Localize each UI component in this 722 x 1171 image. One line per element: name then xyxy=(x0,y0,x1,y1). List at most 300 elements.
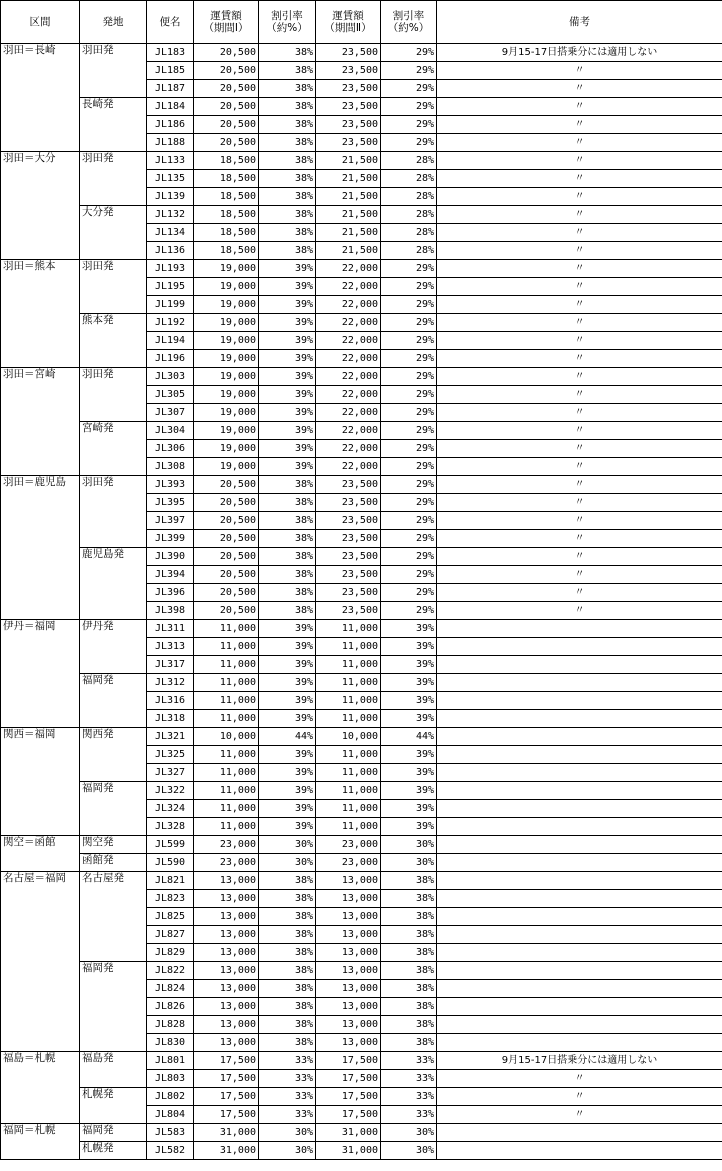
remark-cell xyxy=(437,692,722,710)
discount-period1-cell: 39% xyxy=(259,800,316,818)
discount-period2-cell: 30% xyxy=(381,854,437,872)
remark-cell: 〃 xyxy=(437,440,722,458)
discount-period2-cell: 39% xyxy=(381,764,437,782)
route-cell: 羽田＝鹿児島 xyxy=(1,476,80,620)
flight-number-cell: JL307 xyxy=(147,404,194,422)
discount-period1-cell: 39% xyxy=(259,656,316,674)
fare-period1-cell: 18,500 xyxy=(194,152,259,170)
flight-number-cell: JL398 xyxy=(147,602,194,620)
fare-period1-cell: 13,000 xyxy=(194,890,259,908)
discount-period1-cell: 39% xyxy=(259,620,316,638)
fare-period1-cell: 20,500 xyxy=(194,44,259,62)
fare-period1-cell: 20,500 xyxy=(194,80,259,98)
fare-period1-cell: 20,500 xyxy=(194,548,259,566)
discount-period2-cell: 29% xyxy=(381,458,437,476)
flight-number-cell: JL804 xyxy=(147,1106,194,1124)
fare-period2-cell: 17,500 xyxy=(316,1106,381,1124)
table-row xyxy=(1,872,722,890)
remark-cell xyxy=(437,656,722,674)
remark-cell xyxy=(437,728,722,746)
table-row xyxy=(1,1142,722,1160)
header-flight: 便名 xyxy=(147,1,194,44)
remark-cell: 〃 xyxy=(437,332,722,350)
discount-period1-cell: 39% xyxy=(259,458,316,476)
discount-period2-cell: 39% xyxy=(381,620,437,638)
discount-period2-cell: 28% xyxy=(381,224,437,242)
discount-period1-cell: 39% xyxy=(259,440,316,458)
remark-cell xyxy=(437,926,722,944)
discount-period1-cell: 38% xyxy=(259,1016,316,1034)
remark-cell xyxy=(437,674,722,692)
fare-period2-cell: 11,000 xyxy=(316,638,381,656)
fare-period2-cell: 22,000 xyxy=(316,278,381,296)
flight-number-cell: JL395 xyxy=(147,494,194,512)
fare-period1-cell: 11,000 xyxy=(194,692,259,710)
fare-period1-cell: 13,000 xyxy=(194,1016,259,1034)
remark-cell xyxy=(437,782,722,800)
fare-period1-cell: 13,000 xyxy=(194,1034,259,1052)
fare-period1-cell: 17,500 xyxy=(194,1052,259,1070)
discount-period2-cell: 28% xyxy=(381,242,437,260)
discount-period2-cell: 39% xyxy=(381,782,437,800)
remark-cell: 〃 xyxy=(437,98,722,116)
fare-period2-cell: 23,500 xyxy=(316,602,381,620)
discount-period2-cell: 29% xyxy=(381,296,437,314)
discount-period2-cell: 29% xyxy=(381,44,437,62)
fare-period1-cell: 11,000 xyxy=(194,710,259,728)
remark-cell: 〃 xyxy=(437,566,722,584)
discount-period1-cell: 30% xyxy=(259,1142,316,1160)
fare-period1-cell: 19,000 xyxy=(194,278,259,296)
fare-period2-cell: 21,500 xyxy=(316,242,381,260)
fare-period1-cell: 11,000 xyxy=(194,620,259,638)
fare-period1-cell: 18,500 xyxy=(194,224,259,242)
fare-period1-cell: 17,500 xyxy=(194,1070,259,1088)
discount-period1-cell: 39% xyxy=(259,746,316,764)
fare-period2-cell: 13,000 xyxy=(316,998,381,1016)
fare-period2-cell: 23,500 xyxy=(316,548,381,566)
remark-cell: 〃 xyxy=(437,368,722,386)
fare-period2-cell: 23,500 xyxy=(316,44,381,62)
remark-cell: 9月15-17日搭乗分には適用しない xyxy=(437,1052,722,1070)
fare-period2-cell: 11,000 xyxy=(316,710,381,728)
fare-period1-cell: 23,000 xyxy=(194,854,259,872)
discount-period1-cell: 39% xyxy=(259,404,316,422)
remark-cell xyxy=(437,908,722,926)
route-cell: 羽田＝熊本 xyxy=(1,260,80,368)
origin-cell: 羽田発 xyxy=(80,152,147,206)
remark-cell xyxy=(437,746,722,764)
flight-number-cell: JL136 xyxy=(147,242,194,260)
header-origin: 発地 xyxy=(80,1,147,44)
fare-period1-cell: 13,000 xyxy=(194,926,259,944)
remark-cell: 〃 xyxy=(437,1106,722,1124)
discount-period1-cell: 39% xyxy=(259,350,316,368)
remark-cell: 9月15-17日搭乗分には適用しない xyxy=(437,44,722,62)
fare-period2-cell: 11,000 xyxy=(316,818,381,836)
flight-number-cell: JL396 xyxy=(147,584,194,602)
flight-number-cell: JL399 xyxy=(147,530,194,548)
fare-period2-cell: 21,500 xyxy=(316,152,381,170)
remark-cell xyxy=(437,1124,722,1142)
discount-period2-cell: 38% xyxy=(381,926,437,944)
discount-period1-cell: 39% xyxy=(259,314,316,332)
flight-number-cell: JL135 xyxy=(147,170,194,188)
discount-period1-cell: 38% xyxy=(259,530,316,548)
remark-cell: 〃 xyxy=(437,62,722,80)
discount-period2-cell: 39% xyxy=(381,638,437,656)
fare-period1-cell: 20,500 xyxy=(194,512,259,530)
discount-period2-cell: 38% xyxy=(381,998,437,1016)
flight-number-cell: JL312 xyxy=(147,674,194,692)
header-route: 区間 xyxy=(1,1,80,44)
fare-period1-cell: 20,500 xyxy=(194,530,259,548)
remark-cell: 〃 xyxy=(437,242,722,260)
fare-period1-cell: 13,000 xyxy=(194,944,259,962)
origin-cell: 羽田発 xyxy=(80,476,147,548)
flight-number-cell: JL303 xyxy=(147,368,194,386)
fare-period1-cell: 11,000 xyxy=(194,818,259,836)
fare-period1-cell: 19,000 xyxy=(194,386,259,404)
fare-period2-cell: 10,000 xyxy=(316,728,381,746)
discount-period2-cell: 38% xyxy=(381,962,437,980)
flight-number-cell: JL803 xyxy=(147,1070,194,1088)
fare-period2-cell: 22,000 xyxy=(316,404,381,422)
fare-period1-cell: 20,500 xyxy=(194,134,259,152)
fare-period1-cell: 13,000 xyxy=(194,962,259,980)
discount-period2-cell: 33% xyxy=(381,1070,437,1088)
remark-cell: 〃 xyxy=(437,1088,722,1106)
flight-number-cell: JL317 xyxy=(147,656,194,674)
fare-period2-cell: 22,000 xyxy=(316,422,381,440)
remark-cell xyxy=(437,620,722,638)
fare-period1-cell: 11,000 xyxy=(194,674,259,692)
flight-number-cell: JL195 xyxy=(147,278,194,296)
fare-period2-cell: 23,500 xyxy=(316,134,381,152)
flight-number-cell: JL139 xyxy=(147,188,194,206)
fare-period2-cell: 23,500 xyxy=(316,80,381,98)
fare-period2-cell: 17,500 xyxy=(316,1088,381,1106)
discount-period2-cell: 39% xyxy=(381,746,437,764)
discount-period1-cell: 39% xyxy=(259,386,316,404)
fare-period2-cell: 23,500 xyxy=(316,476,381,494)
remark-cell: 〃 xyxy=(437,278,722,296)
remark-cell: 〃 xyxy=(437,116,722,134)
remark-cell: 〃 xyxy=(437,476,722,494)
flight-number-cell: JL821 xyxy=(147,872,194,890)
discount-period2-cell: 29% xyxy=(381,512,437,530)
discount-period2-cell: 29% xyxy=(381,566,437,584)
fare-period1-cell: 19,000 xyxy=(194,422,259,440)
discount-period1-cell: 39% xyxy=(259,296,316,314)
remark-cell: 〃 xyxy=(437,170,722,188)
flight-number-cell: JL599 xyxy=(147,836,194,854)
flight-number-cell: JL306 xyxy=(147,440,194,458)
discount-period2-cell: 28% xyxy=(381,170,437,188)
discount-period1-cell: 38% xyxy=(259,512,316,530)
table-row xyxy=(1,1052,722,1070)
discount-period2-cell: 28% xyxy=(381,152,437,170)
fare-period1-cell: 20,500 xyxy=(194,98,259,116)
fare-period1-cell: 11,000 xyxy=(194,746,259,764)
discount-period1-cell: 38% xyxy=(259,188,316,206)
flight-number-cell: JL824 xyxy=(147,980,194,998)
fare-period2-cell: 23,500 xyxy=(316,494,381,512)
flight-number-cell: JL802 xyxy=(147,1088,194,1106)
fare-period1-cell: 11,000 xyxy=(194,764,259,782)
discount-period1-cell: 44% xyxy=(259,728,316,746)
discount-period2-cell: 29% xyxy=(381,62,437,80)
discount-period1-cell: 38% xyxy=(259,62,316,80)
flight-number-cell: JL196 xyxy=(147,350,194,368)
origin-cell: 鹿児島発 xyxy=(80,548,147,620)
discount-period2-cell: 33% xyxy=(381,1052,437,1070)
fare-period1-cell: 20,500 xyxy=(194,494,259,512)
fare-period1-cell: 18,500 xyxy=(194,206,259,224)
fare-period2-cell: 23,000 xyxy=(316,854,381,872)
discount-period1-cell: 38% xyxy=(259,944,316,962)
discount-period2-cell: 38% xyxy=(381,1034,437,1052)
origin-cell: 関西発 xyxy=(80,728,147,782)
fare-period1-cell: 19,000 xyxy=(194,404,259,422)
discount-period1-cell: 38% xyxy=(259,962,316,980)
fare-period1-cell: 20,500 xyxy=(194,62,259,80)
table-row xyxy=(1,962,722,980)
header-discount-period2: 割引率 （約%） xyxy=(381,1,437,44)
discount-period1-cell: 30% xyxy=(259,854,316,872)
discount-period2-cell: 30% xyxy=(381,1124,437,1142)
remark-cell: 〃 xyxy=(437,188,722,206)
discount-period1-cell: 38% xyxy=(259,44,316,62)
origin-cell: 福岡発 xyxy=(80,1124,147,1142)
fare-period1-cell: 13,000 xyxy=(194,872,259,890)
flight-number-cell: JL393 xyxy=(147,476,194,494)
remark-cell: 〃 xyxy=(437,80,722,98)
flight-number-cell: JL829 xyxy=(147,944,194,962)
fare-period1-cell: 20,500 xyxy=(194,602,259,620)
discount-period1-cell: 38% xyxy=(259,134,316,152)
fare-period1-cell: 11,000 xyxy=(194,782,259,800)
table-row xyxy=(1,368,722,386)
origin-cell: 札幌発 xyxy=(80,1088,147,1124)
table-row xyxy=(1,152,722,170)
discount-period1-cell: 38% xyxy=(259,998,316,1016)
table-row xyxy=(1,422,722,440)
fare-period1-cell: 19,000 xyxy=(194,458,259,476)
remark-cell: 〃 xyxy=(437,224,722,242)
discount-period2-cell: 29% xyxy=(381,116,437,134)
discount-period1-cell: 39% xyxy=(259,638,316,656)
fare-period2-cell: 21,500 xyxy=(316,188,381,206)
discount-period1-cell: 33% xyxy=(259,1052,316,1070)
discount-period1-cell: 38% xyxy=(259,80,316,98)
fare-period2-cell: 23,500 xyxy=(316,584,381,602)
flight-number-cell: JL193 xyxy=(147,260,194,278)
discount-period2-cell: 44% xyxy=(381,728,437,746)
discount-period2-cell: 38% xyxy=(381,908,437,926)
discount-period1-cell: 38% xyxy=(259,1034,316,1052)
remark-cell xyxy=(437,638,722,656)
remark-cell xyxy=(437,1034,722,1052)
flight-number-cell: JL133 xyxy=(147,152,194,170)
discount-period2-cell: 29% xyxy=(381,476,437,494)
flight-number-cell: JL828 xyxy=(147,1016,194,1034)
fare-period1-cell: 20,500 xyxy=(194,116,259,134)
discount-period2-cell: 29% xyxy=(381,548,437,566)
route-cell: 羽田＝宮崎 xyxy=(1,368,80,476)
origin-cell: 札幌発 xyxy=(80,1142,147,1160)
remark-cell xyxy=(437,1016,722,1034)
flight-number-cell: JL321 xyxy=(147,728,194,746)
remark-cell xyxy=(437,764,722,782)
remark-cell xyxy=(437,800,722,818)
remark-cell xyxy=(437,962,722,980)
route-cell: 関西＝福岡 xyxy=(1,728,80,836)
remark-cell xyxy=(437,980,722,998)
flight-number-cell: JL187 xyxy=(147,80,194,98)
flight-number-cell: JL390 xyxy=(147,548,194,566)
discount-period1-cell: 38% xyxy=(259,548,316,566)
discount-period1-cell: 33% xyxy=(259,1070,316,1088)
discount-period1-cell: 38% xyxy=(259,224,316,242)
remark-cell xyxy=(437,710,722,728)
fare-period1-cell: 19,000 xyxy=(194,368,259,386)
discount-period1-cell: 38% xyxy=(259,926,316,944)
fare-period2-cell: 22,000 xyxy=(316,314,381,332)
discount-period2-cell: 29% xyxy=(381,530,437,548)
fare-period2-cell: 22,000 xyxy=(316,260,381,278)
table-row xyxy=(1,620,722,638)
flight-number-cell: JL188 xyxy=(147,134,194,152)
discount-period2-cell: 29% xyxy=(381,332,437,350)
fare-period1-cell: 17,500 xyxy=(194,1106,259,1124)
header-fare-period2: 運賃額 （期間Ⅱ） xyxy=(316,1,381,44)
origin-cell: 福岡発 xyxy=(80,962,147,1052)
discount-period1-cell: 33% xyxy=(259,1088,316,1106)
discount-period1-cell: 38% xyxy=(259,242,316,260)
discount-period2-cell: 29% xyxy=(381,368,437,386)
remark-cell xyxy=(437,1142,722,1160)
remark-cell: 〃 xyxy=(437,512,722,530)
remark-cell: 〃 xyxy=(437,350,722,368)
fare-period2-cell: 22,000 xyxy=(316,386,381,404)
discount-period2-cell: 29% xyxy=(381,440,437,458)
fare-period2-cell: 17,500 xyxy=(316,1052,381,1070)
discount-period2-cell: 39% xyxy=(381,800,437,818)
remark-cell: 〃 xyxy=(437,152,722,170)
discount-period1-cell: 39% xyxy=(259,332,316,350)
remark-cell: 〃 xyxy=(437,386,722,404)
discount-period1-cell: 38% xyxy=(259,566,316,584)
flight-number-cell: JL830 xyxy=(147,1034,194,1052)
remark-cell: 〃 xyxy=(437,458,722,476)
fare-period1-cell: 19,000 xyxy=(194,350,259,368)
fare-period2-cell: 11,000 xyxy=(316,620,381,638)
discount-period1-cell: 38% xyxy=(259,206,316,224)
route-cell: 福島＝札幌 xyxy=(1,1052,80,1124)
remark-cell xyxy=(437,836,722,854)
discount-period2-cell: 29% xyxy=(381,80,437,98)
fare-period1-cell: 19,000 xyxy=(194,296,259,314)
header-row xyxy=(1,1,722,44)
flight-number-cell: JL192 xyxy=(147,314,194,332)
route-cell: 羽田＝長崎 xyxy=(1,44,80,152)
discount-period2-cell: 38% xyxy=(381,1016,437,1034)
fare-period2-cell: 13,000 xyxy=(316,926,381,944)
fare-period1-cell: 11,000 xyxy=(194,638,259,656)
flight-number-cell: JL316 xyxy=(147,692,194,710)
origin-cell: 宮崎発 xyxy=(80,422,147,476)
discount-period2-cell: 38% xyxy=(381,872,437,890)
discount-period2-cell: 39% xyxy=(381,656,437,674)
fare-period2-cell: 11,000 xyxy=(316,782,381,800)
discount-period1-cell: 39% xyxy=(259,782,316,800)
discount-period2-cell: 29% xyxy=(381,260,437,278)
discount-period1-cell: 38% xyxy=(259,170,316,188)
fare-period1-cell: 23,000 xyxy=(194,836,259,854)
remark-cell: 〃 xyxy=(437,494,722,512)
discount-period1-cell: 38% xyxy=(259,980,316,998)
fare-period1-cell: 20,500 xyxy=(194,584,259,602)
remark-cell xyxy=(437,998,722,1016)
flight-number-cell: JL186 xyxy=(147,116,194,134)
fare-period2-cell: 11,000 xyxy=(316,764,381,782)
discount-period2-cell: 29% xyxy=(381,98,437,116)
flight-number-cell: JL823 xyxy=(147,890,194,908)
discount-period2-cell: 39% xyxy=(381,674,437,692)
fare-period1-cell: 31,000 xyxy=(194,1142,259,1160)
flight-number-cell: JL322 xyxy=(147,782,194,800)
flight-number-cell: JL328 xyxy=(147,818,194,836)
flight-number-cell: JL313 xyxy=(147,638,194,656)
table-row xyxy=(1,260,722,278)
origin-cell: 関空発 xyxy=(80,836,147,854)
origin-cell: 福岡発 xyxy=(80,674,147,728)
fare-period1-cell: 18,500 xyxy=(194,242,259,260)
flight-number-cell: JL318 xyxy=(147,710,194,728)
flight-number-cell: JL825 xyxy=(147,908,194,926)
flight-number-cell: JL183 xyxy=(147,44,194,62)
remark-cell: 〃 xyxy=(437,404,722,422)
fare-period2-cell: 13,000 xyxy=(316,944,381,962)
fare-table-body xyxy=(1,44,722,1160)
origin-cell: 伊丹発 xyxy=(80,620,147,674)
fare-period1-cell: 19,000 xyxy=(194,260,259,278)
remark-cell xyxy=(437,854,722,872)
fare-period2-cell: 23,500 xyxy=(316,98,381,116)
flight-number-cell: JL327 xyxy=(147,764,194,782)
fare-period2-cell: 23,500 xyxy=(316,566,381,584)
flight-number-cell: JL132 xyxy=(147,206,194,224)
route-cell: 伊丹＝福岡 xyxy=(1,620,80,728)
flight-number-cell: JL311 xyxy=(147,620,194,638)
discount-period1-cell: 38% xyxy=(259,152,316,170)
fare-period1-cell: 10,000 xyxy=(194,728,259,746)
discount-period1-cell: 39% xyxy=(259,692,316,710)
discount-period2-cell: 29% xyxy=(381,602,437,620)
remark-cell xyxy=(437,818,722,836)
route-cell: 羽田＝大分 xyxy=(1,152,80,260)
discount-period2-cell: 39% xyxy=(381,692,437,710)
flight-number-cell: JL325 xyxy=(147,746,194,764)
discount-period1-cell: 38% xyxy=(259,602,316,620)
fare-period1-cell: 17,500 xyxy=(194,1088,259,1106)
fare-period2-cell: 23,500 xyxy=(316,530,381,548)
header-discount-period1: 割引率 （約%） xyxy=(259,1,316,44)
flight-number-cell: JL304 xyxy=(147,422,194,440)
discount-period2-cell: 39% xyxy=(381,710,437,728)
flight-number-cell: JL185 xyxy=(147,62,194,80)
